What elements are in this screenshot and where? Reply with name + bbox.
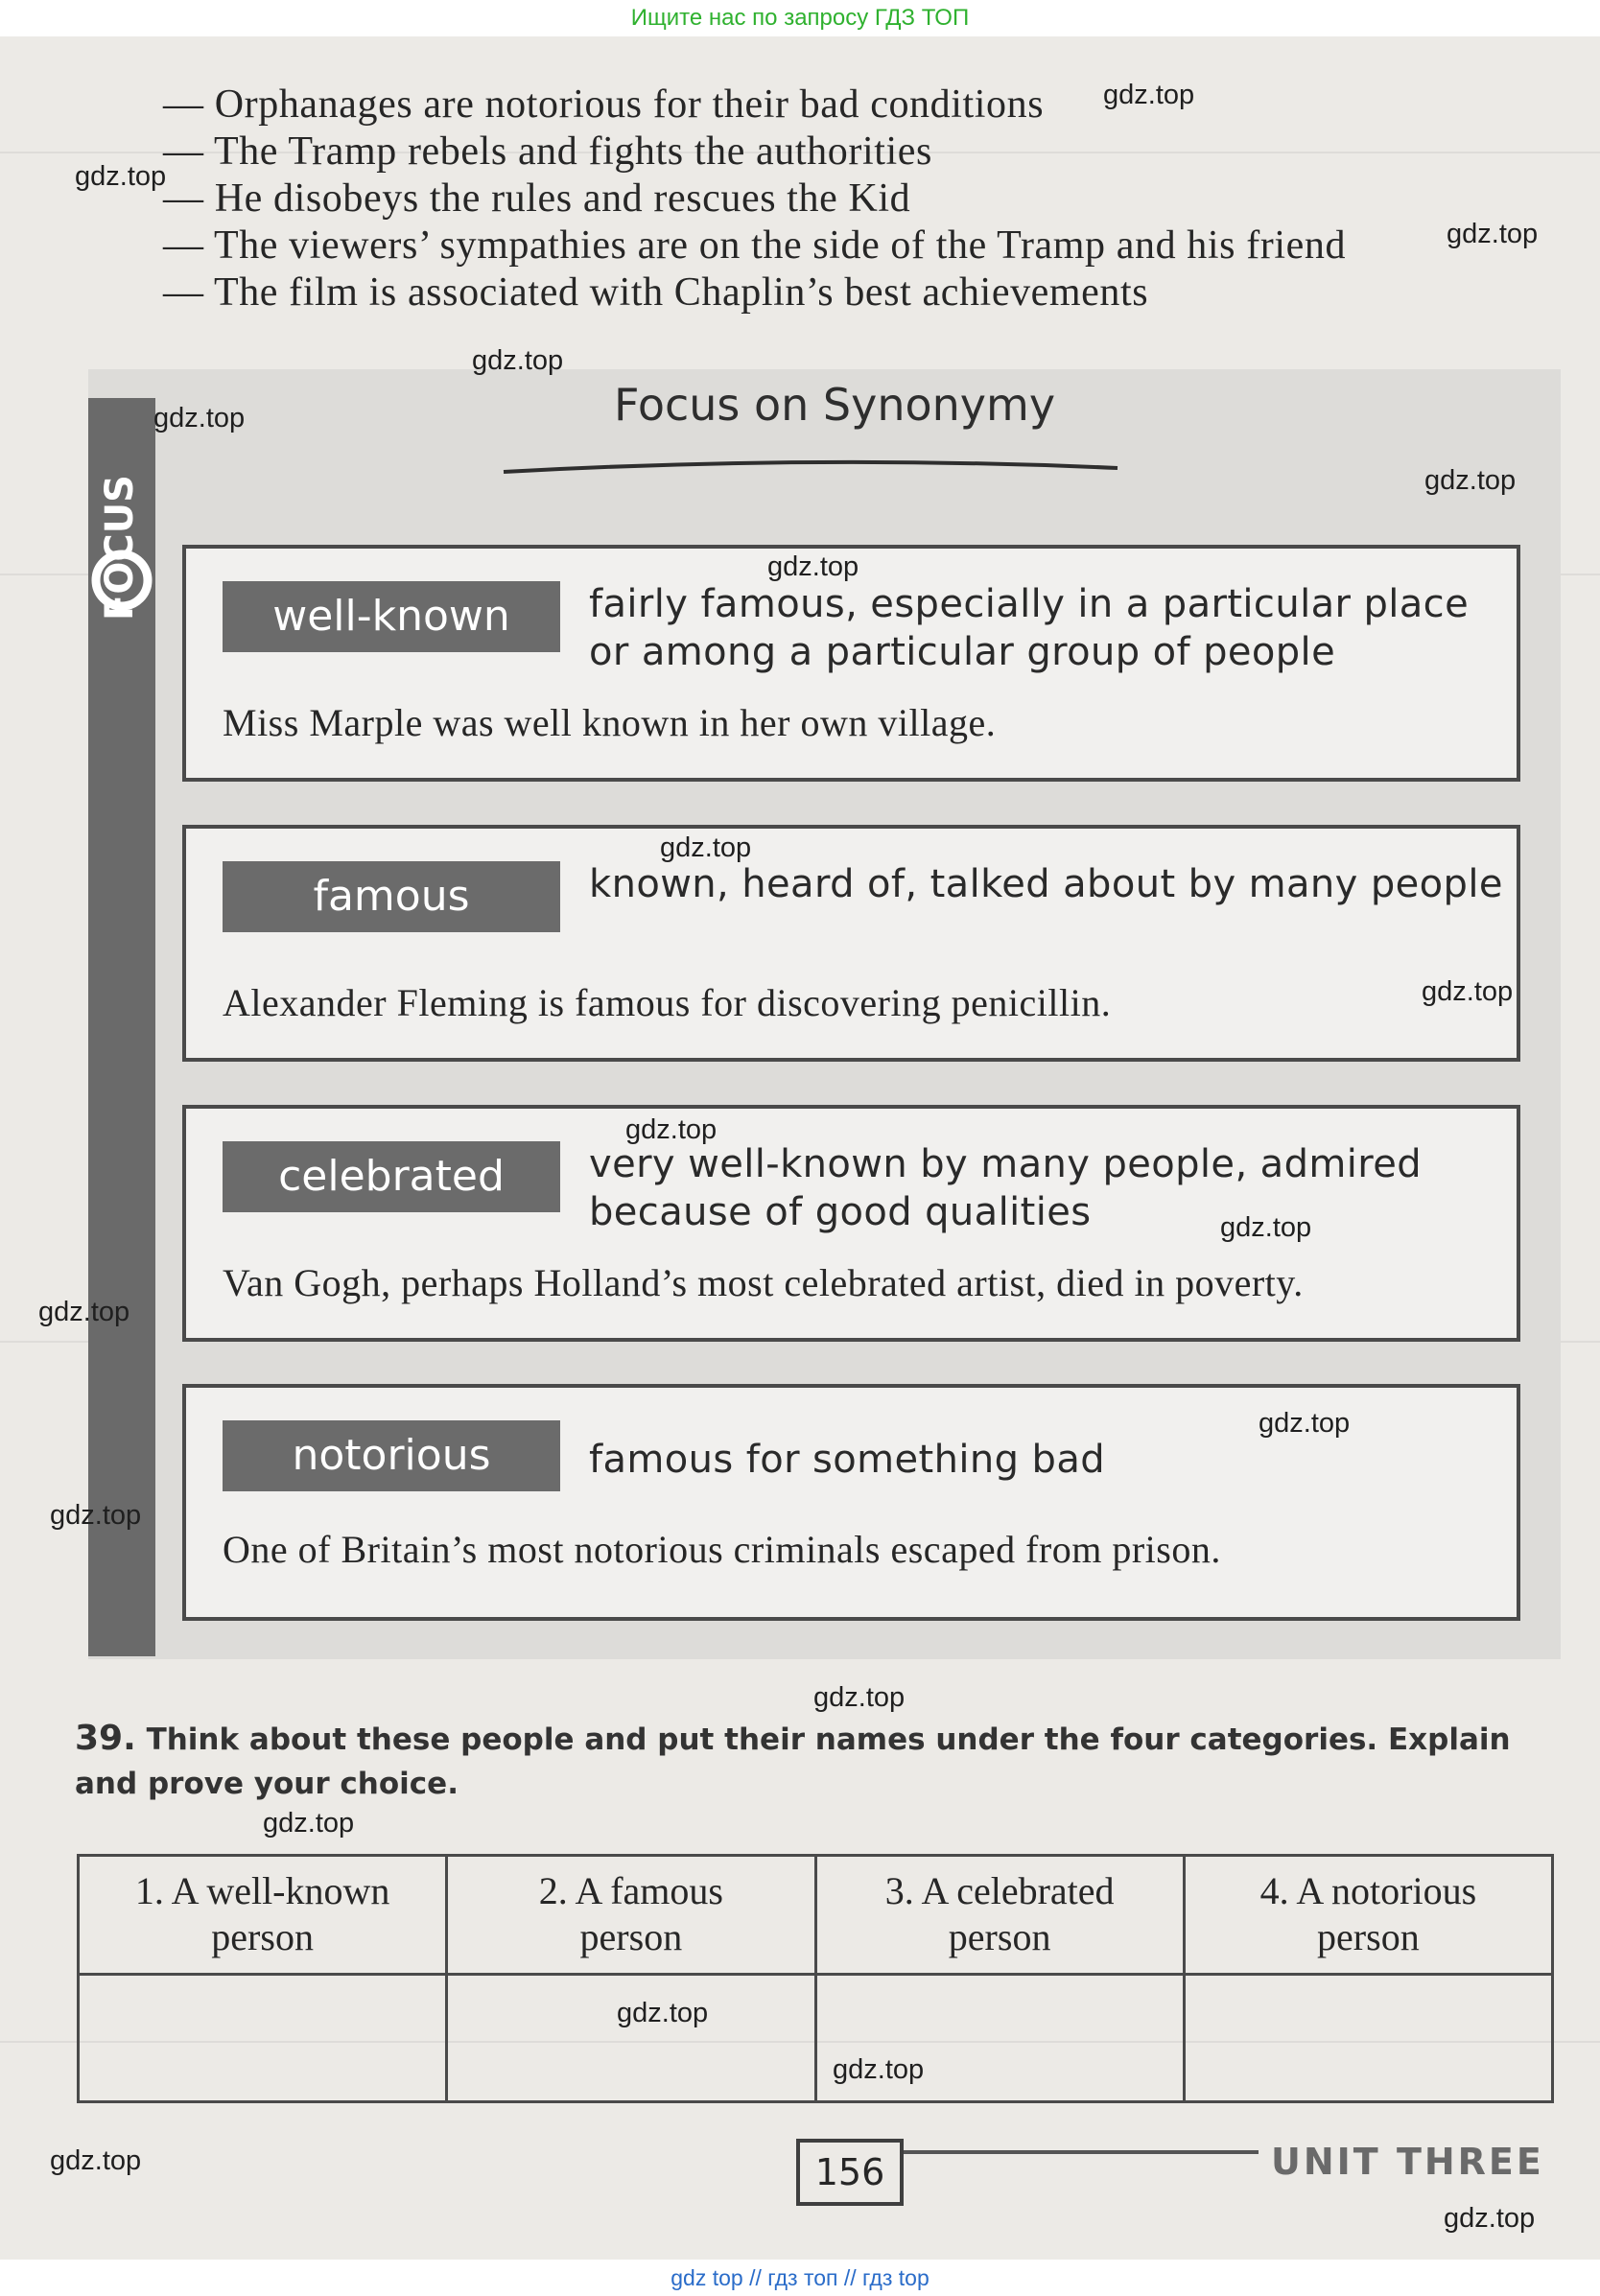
bullet-item: — The viewers’ sympathies are on the side of the Tramp and his friend: [163, 223, 1347, 268]
page-number: 156: [796, 2139, 904, 2206]
bullet-item: — The Tramp rebels and fights the authorities: [163, 129, 932, 174]
table-header-row: [79, 1856, 1553, 1975]
term-label: famous: [223, 861, 560, 932]
term-example: Miss Marple was well known in her own village.: [223, 701, 997, 744]
table-header-cell: 1. A well-known person: [79, 1856, 447, 1975]
watermark: gdz.top: [617, 1998, 709, 2028]
watermark: gdz.top: [767, 551, 859, 582]
watermark: gdz.top: [1103, 80, 1195, 110]
table-header-cell: 2. A famous person: [447, 1856, 815, 1975]
bullet-item: — He disobeys the rules and rescues the Kid: [163, 176, 911, 221]
watermark: gdz.top: [263, 1808, 355, 1839]
bottom-banner[interactable]: gdz top // гдз топ // гдз top: [671, 2265, 929, 2290]
watermark: gdz.top: [1422, 976, 1514, 1007]
term-definition: very well-known by many people, admired because of good qualities: [589, 1142, 1423, 1234]
table-cell: [1184, 1975, 1552, 2102]
term-label: notorious: [223, 1420, 560, 1491]
table-row: [79, 1975, 1553, 2102]
watermark: gdz.top: [75, 161, 167, 192]
focus-heading: Focus on Synonymy: [614, 379, 1056, 431]
watermark: gdz.top: [50, 1500, 142, 1531]
table-cell: [79, 1975, 447, 2102]
watermark: gdz.top: [813, 1682, 906, 1713]
synonym-entry-celebrated: [182, 1105, 1520, 1342]
focus-logo: [88, 436, 155, 705]
focus-sidebar: [88, 398, 155, 1656]
bullet-item: — Orphanages are notorious for their bad conditions: [163, 82, 1045, 127]
synonym-entry-famous: [182, 825, 1520, 1062]
watermark: gdz.top: [153, 403, 246, 433]
term-label: well-known: [223, 581, 560, 652]
term-example: One of Britain’s most notorious criminals escaped from prison.: [223, 1528, 1221, 1571]
table-cell: [447, 1975, 815, 2102]
watermark: gdz.top: [833, 2054, 925, 2085]
exercise-number: 39.: [75, 1719, 136, 1758]
category-table: [77, 1854, 1554, 2103]
watermark: gdz.top: [50, 2145, 142, 2176]
table-header-cell: 3. A celebrated person: [815, 1856, 1184, 1975]
term-definition: known, heard of, talked about by many people: [589, 862, 1503, 906]
term-definition: fairly famous, especially in a particular place or among a particular group of people: [589, 582, 1470, 674]
watermark: gdz.top: [625, 1114, 718, 1145]
watermark: gdz.top: [38, 1297, 130, 1327]
term-definition: famous for something bad: [589, 1438, 1106, 1482]
watermark: gdz.top: [1220, 1212, 1312, 1243]
top-banner[interactable]: Ищите нас по запросу ГДЗ ТОП: [630, 5, 970, 31]
footer-rule: [904, 2150, 1259, 2154]
bullet-item: — The film is associated with Chaplin’s best achievements: [163, 270, 1149, 315]
heading-underline: [499, 451, 1122, 480]
term-example: Alexander Fleming is famous for discovering penicillin.: [223, 981, 1112, 1024]
watermark: gdz.top: [1259, 1408, 1351, 1439]
bullet-list: [163, 82, 1346, 316]
watermark: gdz.top: [1444, 2203, 1536, 2234]
term-label: celebrated: [223, 1141, 560, 1212]
exercise-text: Think about these people and put their names under the four categories. Explain and prove your choice.: [75, 1722, 1511, 1801]
focus-word-text: FOCUS: [98, 475, 142, 621]
watermark: gdz.top: [1424, 465, 1517, 496]
term-example: Van Gogh, perhaps Holland’s most celebrated artist, died in poverty.: [223, 1261, 1304, 1304]
exercise-39: [75, 1717, 1571, 1806]
watermark: gdz.top: [660, 832, 752, 863]
watermark: gdz.top: [1447, 219, 1539, 249]
unit-label: UNIT THREE: [1271, 2141, 1544, 2183]
watermark: gdz.top: [472, 345, 564, 376]
table-header-cell: 4. A notorious person: [1184, 1856, 1552, 1975]
